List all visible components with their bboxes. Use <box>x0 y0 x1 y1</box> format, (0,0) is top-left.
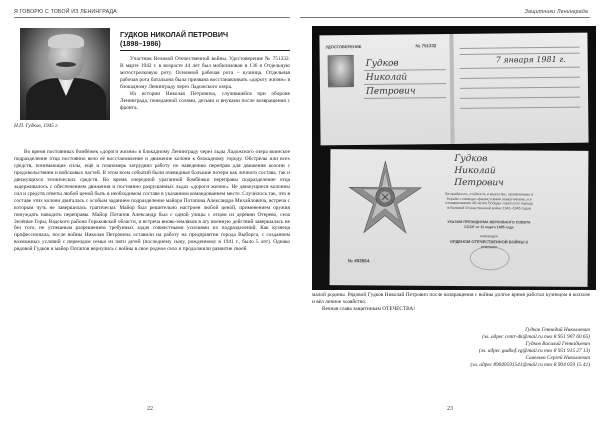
signature-name: Гудков Геннадий Николаевич <box>525 327 590 333</box>
certificate-number: № 492864 <box>347 258 370 264</box>
certificate-name: Николай <box>454 165 496 177</box>
certificate-reason: За храбрость, стойкость и мужество, проявленные в борьбе с немецко-фашистскими захватчиками, и в ознаменование 40-летия Победы советского народа в Великой Отечественной войне 1941–1945 годов <box>445 191 534 211</box>
signature-contact: (эл. адрес 89040591541@mail.ru тел 8 904 059 15 41) <box>470 361 590 368</box>
certificate-surname: Гудков <box>454 153 488 165</box>
booklet-line <box>460 107 580 109</box>
documents-photo <box>312 26 596 290</box>
booklet-line <box>460 87 580 89</box>
article-title-name: ГУДКОВ НИКОЛАЙ ПЕТРОВИЧ <box>120 30 229 39</box>
certificate-order: ОРДЕНОМ ОТЕЧЕСТВЕННОЙ ВОЙНЫ II степени <box>449 238 528 249</box>
paragraph: Во время постоянных бомбёжек «дороги жизни» в блокадному Ленинграду через льды Ладожского озера воинское подразделение отца постоянно вело её восстановление и движение колонн к блокадному городу. Обстрелы или всех средств, понимающие силы, ещё и планомерь затруднял работу по наведению переправ для движения колонн с продовольствием и войсковых частей. В этом всем событий были очевидные большие потери как личного состава, так и движущихся технических средств. Во время очередной ураганной бомбёжки переправы подразделение отца задерживалось с обеспечением движения и постоянно разрушаемых льдах «дороги жизни». Не движущиеся колонны сил и средств ответы любой ценой быть в необходимом составе в указанном командованием месте. Случилось так, что в составе этих колонн двигалась с особым заданием подразделение майора Потапова Александра Михайловича, встреча с которым чуть не завершилась трагически. Майор был решительно настроен любой ценой, применением оружия понуждать наводить переправы. Майор Потапов Александр был с одной улицы с отцом из деревни Отерево, села Зелёные Горы, Вадского района Горьковской области, и встреча вновь-земляков в ату военную действий завершалась не без того, не успешным разрешением требуемых задач совместными усилиями их подразделений. Как кузнеца профессионала, после войны Николая Петровича оставили на работу на предприятии города Выборга, с созданием возможных условий с переездом семьи из пяти детей (последнему сыну, рожденному в 1941 г., было 5 лет). Однако рядовой Гудков и майор Потапов вернулись с войны в свое родное село и продолжили развитие своей <box>14 149 290 253</box>
booklet-patronymic: Петрович <box>365 86 416 97</box>
paragraph: Участник Великой Отечественной войны. Удостоверение № 751332. В марте 1942 г. в возрасте 44 лет был мобилизован в 136 я Отдельную мотострелковую роту. Основной рабочая рота – кузница. Отдельная рабочая рота батальона была призвана восстанавливать «дорогу жизни» в блокадному Ленинграду через Ладожского озера. <box>120 56 290 90</box>
running-head-left: Я ГОВОРЮ С ТОБОЙ ИЗ ЛЕНИНГРАДА <box>14 6 290 18</box>
certificate-decree: УКАЗОМ ПРЕЗИДИУМА ВЕРХОВНОГО СОВЕТА СССР от 11 марта 1985 года <box>447 219 531 229</box>
booklet-heading: УДОСТОВЕРЕНИЕ <box>325 43 362 50</box>
booklet-line <box>364 69 446 71</box>
booklet-line <box>460 97 580 99</box>
article-title <box>120 30 290 48</box>
booklet-line <box>460 77 580 79</box>
portrait-photo <box>20 28 110 120</box>
photo-caption: Н.П. Гудков, 1945 г. <box>14 123 59 129</box>
intro-text <box>120 56 290 112</box>
booklet-issue-date: 7 января 1981 г. <box>495 54 566 65</box>
signature-contact: (эл. адрес gudkof.vg@mail.ru тел 8 951 915 27 13) <box>478 347 590 354</box>
certificate-patronymic: Петрович <box>454 177 504 189</box>
right-text <box>312 292 590 313</box>
booklet-photo <box>328 55 354 87</box>
signature-name: Гудков Василий Геннадьевич <box>525 340 590 347</box>
page-number-left: 22 <box>147 406 153 412</box>
booklet-line <box>364 83 446 85</box>
paragraph: Из истории Николая Петровича, случившейся при обороне Ленинграда, понеданной солями, детьми и внуками после возвращения с фронта. <box>120 90 290 111</box>
signature-contact: (эл. адрес centr-dk@mail.ru тел 8 951 907 60 65) <box>482 333 590 340</box>
portrait-hair <box>48 34 84 48</box>
signature-name: Савельев Сергей Николаевич <box>525 354 590 361</box>
booklet-line <box>460 47 580 49</box>
booklet-line <box>460 67 580 69</box>
page-number-right: 23 <box>447 406 453 412</box>
award-certificate <box>330 149 589 287</box>
booklet-surname: Гудков <box>365 58 399 69</box>
order-star-icon <box>346 159 425 238</box>
article-title-years: (1898–1986) <box>120 39 161 48</box>
paragraph: малой родины. Рядовой Гудков Николай Петрович после возвращения с войны долгое время работал кузнецом в колхозе и вёл личное хозяйство. <box>312 292 590 305</box>
certificate-booklet <box>319 33 588 146</box>
certificate-stamp <box>470 246 510 270</box>
booklet-number: № 751332 <box>415 43 437 49</box>
main-text <box>14 149 290 253</box>
booklet-name: Николай <box>365 72 408 83</box>
certificate-awarded: награжден <box>479 234 498 239</box>
running-head-right: Защитники Ленинграда <box>300 6 590 18</box>
paragraph: Вечная слава защитникам ОТЕЧЕСТВА! <box>322 305 416 312</box>
portrait-moustache <box>56 62 76 67</box>
booklet-spine <box>449 34 454 144</box>
right-page <box>300 0 600 424</box>
signatures <box>400 327 590 368</box>
title-rule <box>120 50 290 51</box>
booklet-line <box>364 97 446 99</box>
